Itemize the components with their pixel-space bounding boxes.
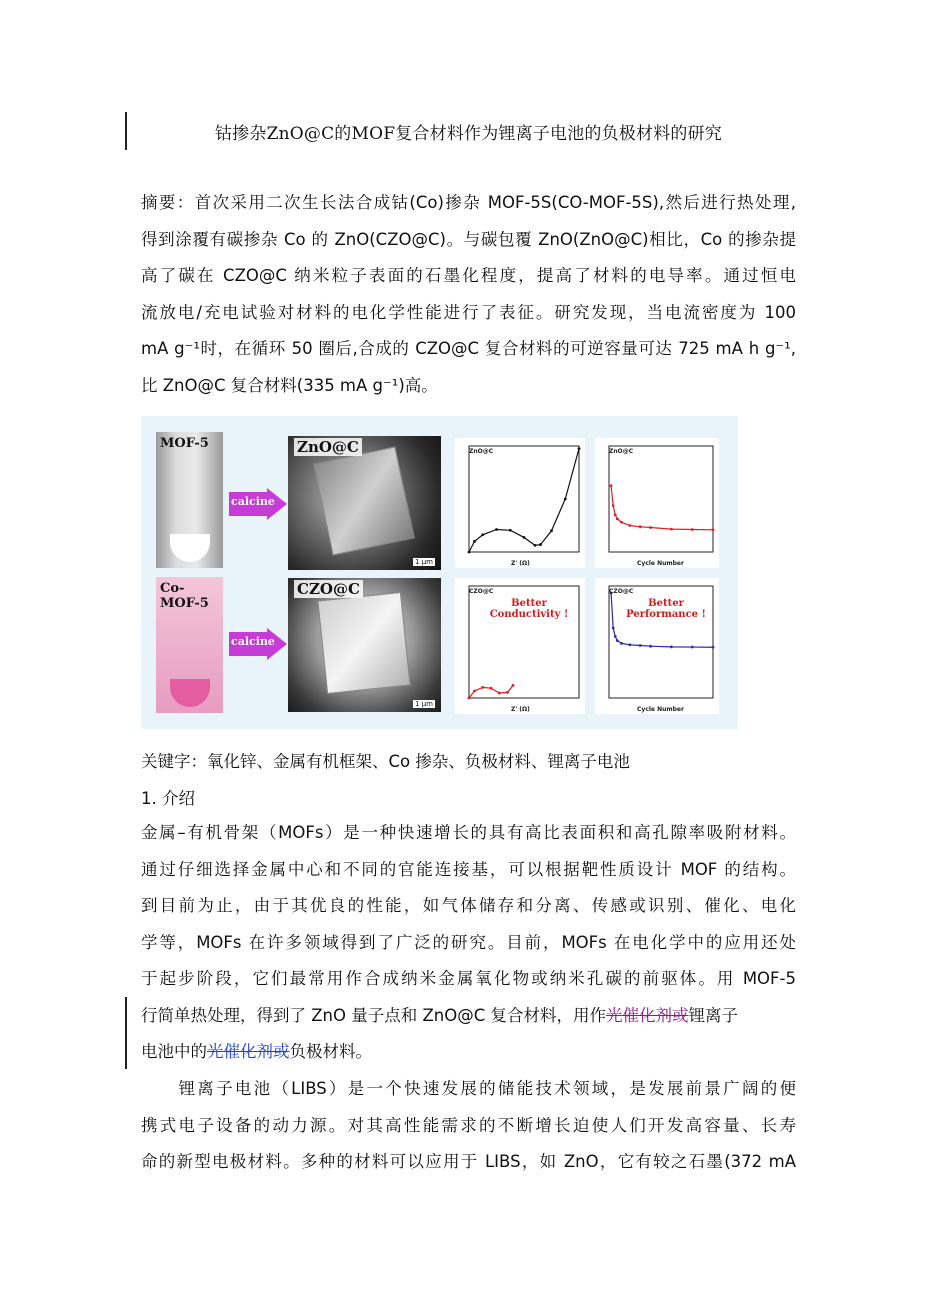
plot-annotation: Better Conductivity !	[489, 598, 569, 620]
abstract-line: mA g⁻¹时，在循环 50 圈后,合成的 CZO@C 复合材料的可逆容量可达 725 mA h g⁻¹,	[141, 339, 796, 358]
abstract-line: 流放电/充电试验对材料的电化学性能进行了表征。研究发现，当电流密度为 100	[141, 302, 796, 322]
intro-line: 于起步阶段，它们最常用作合成纳米金属氧化物或纳米孔碳的前驱体。用 MOF-5	[141, 969, 796, 988]
scale-bar-label: 1 μm	[415, 700, 433, 708]
introduction	[141, 815, 796, 1071]
data-point	[712, 528, 715, 531]
intro-text: 锂离子	[688, 1005, 738, 1025]
data-point	[649, 645, 652, 648]
data-point	[691, 528, 694, 531]
intro-text: 行简单热处理，得到了 ZnO 量子点和 ZnO@C 复合材料，用作	[141, 1005, 606, 1025]
plot-annotation: Better Performance !	[626, 598, 706, 620]
keywords	[141, 744, 796, 817]
data-point	[512, 684, 515, 687]
data-point	[495, 528, 498, 531]
plot-label: ZnO@C	[469, 448, 494, 455]
libs-line: 锂离子电池（LIBS）是一个快速发展的储能技术领域，是发展前景广阔的便	[141, 1079, 796, 1098]
intro-line	[141, 1034, 796, 1071]
cycle-plot-zno-c	[595, 438, 719, 568]
data-point	[616, 517, 619, 520]
data-point	[670, 646, 673, 649]
abstract-line: 得到涂覆有碳掺杂 Co 的 ZnO(CZO@C)。与碳包覆 ZnO(ZnO@C)相比，Co 的掺杂提	[141, 229, 796, 249]
data-point	[639, 525, 642, 528]
tube-label: Co-MOF-5	[160, 581, 209, 611]
x-axis-label: Cycle Number	[637, 560, 684, 567]
x-axis-label: Cycle Number	[637, 706, 684, 713]
data-point	[616, 639, 619, 642]
abstract-line: 比 ZnO@C 复合材料(335 mA g⁻¹)高。	[141, 375, 438, 395]
arrow-label: calcine	[231, 495, 275, 508]
co-mof5-tube-photo	[156, 577, 223, 713]
series-line	[611, 486, 713, 530]
data-point	[628, 524, 631, 527]
data-point	[523, 536, 526, 539]
data-point	[498, 692, 501, 695]
data-point	[539, 543, 542, 546]
data-point	[564, 498, 567, 501]
calcine-arrow-icon	[229, 488, 287, 520]
intro-line: 通过仔细选择金属中心和不同的官能连接基，可以根据靶性质设计 MOF 的结构。	[141, 859, 796, 879]
tracked-deletion: 光催化剂或	[606, 1005, 689, 1025]
x-axis-label: Z' (Ω)	[511, 560, 530, 567]
calcine-arrow-icon	[229, 628, 287, 660]
abstract	[141, 185, 796, 404]
data-point	[612, 504, 615, 507]
scale-bar-label: 1 μm	[415, 558, 433, 566]
data-point	[670, 528, 673, 531]
x-axis-label: Z' (Ω)	[511, 706, 530, 713]
data-point	[639, 644, 642, 647]
revision-bar-bottom	[125, 997, 127, 1069]
data-point	[614, 514, 617, 517]
intro-text: 负极材料。	[289, 1042, 372, 1061]
abstract-line: 摘要：首次采用二次生长法合成钴(Co)掺杂 MOF-5S(CO-MOF-5S),然后进行热处理,	[141, 193, 796, 212]
data-point	[620, 642, 623, 645]
abstract-line: 高了碳在 CZO@C 纳米粒子表面的石墨化程度，提高了材料的电导率。通过恒电	[141, 266, 796, 285]
data-point	[473, 690, 476, 693]
libs-line: 携式电子设备的动力源。对其高性能需求的不断增长迫使人们开发高容量、长寿	[141, 1115, 796, 1135]
document-title: 钴掺杂ZnO@C的MOF复合材料作为锂离子电池的负极材料的研究	[214, 124, 723, 144]
data-point	[481, 533, 484, 536]
intro-line: 学等，MOFs 在许多领域得到了广泛的研究。目前，MOFs 在电化学中的应用还处	[141, 932, 796, 952]
cycle-chart-svg	[595, 438, 719, 568]
intro-line: 到目前为止，由于其优良的性能，如气体储存和分离、传感或识别、催化、电化	[141, 896, 796, 915]
data-point	[468, 551, 471, 554]
cycle-plot-czo-c	[595, 578, 719, 714]
plot-label: CZO@C	[469, 588, 494, 595]
plot-label: ZnO@C	[609, 448, 634, 455]
sem-image-czo-c	[288, 578, 441, 712]
data-point	[620, 521, 623, 524]
eis-chart-svg	[455, 438, 585, 568]
data-point	[534, 544, 537, 547]
mof5-tube-photo	[156, 432, 223, 568]
sem-label: ZnO@C	[294, 438, 362, 456]
keywords-line: 关键字：氧化锌、金属有机框架、Co 掺杂、负极材料、锂离子电池	[141, 752, 630, 771]
data-point	[481, 686, 484, 689]
libs-paragraph	[141, 1071, 796, 1181]
data-point	[691, 646, 694, 649]
arrow-label: calcine	[231, 635, 275, 648]
plot-label: CZO@C	[609, 588, 634, 595]
data-point	[490, 687, 493, 690]
eis-plot-zno-c	[455, 438, 585, 568]
intro-text: 电池中的	[141, 1042, 207, 1061]
revision-bar-top	[125, 112, 127, 150]
data-point	[550, 529, 553, 532]
data-point	[612, 627, 615, 630]
intro-line: 金属–有机骨架（MOFs）是一种快速增长的具有高比表面积和高孔隙率吸附材料。	[141, 823, 796, 842]
intro-line	[141, 998, 796, 1035]
data-point	[468, 697, 471, 700]
figure-graphical-abstract	[141, 416, 738, 729]
tracked-deletion: 光催化剂或	[207, 1042, 290, 1061]
sem-label: CZO@C	[294, 580, 363, 598]
data-point	[628, 643, 631, 646]
data-point	[509, 529, 512, 532]
libs-line: 命的新型电极材料。多种的材料可以应用于 LIBS，如 ZnO，它有较之石墨(372 mA	[141, 1152, 796, 1171]
data-point	[610, 484, 613, 487]
plot-frame	[609, 446, 713, 552]
data-point	[712, 646, 715, 649]
data-point	[649, 526, 652, 529]
section-heading: 1. 介绍	[141, 788, 195, 808]
tube-label: MOF-5	[160, 436, 209, 451]
data-point	[473, 540, 476, 543]
eis-plot-czo-c	[455, 578, 585, 714]
sem-image-zno-c	[288, 436, 441, 570]
data-point	[578, 447, 581, 450]
data-point	[614, 635, 617, 638]
data-point	[506, 691, 509, 694]
